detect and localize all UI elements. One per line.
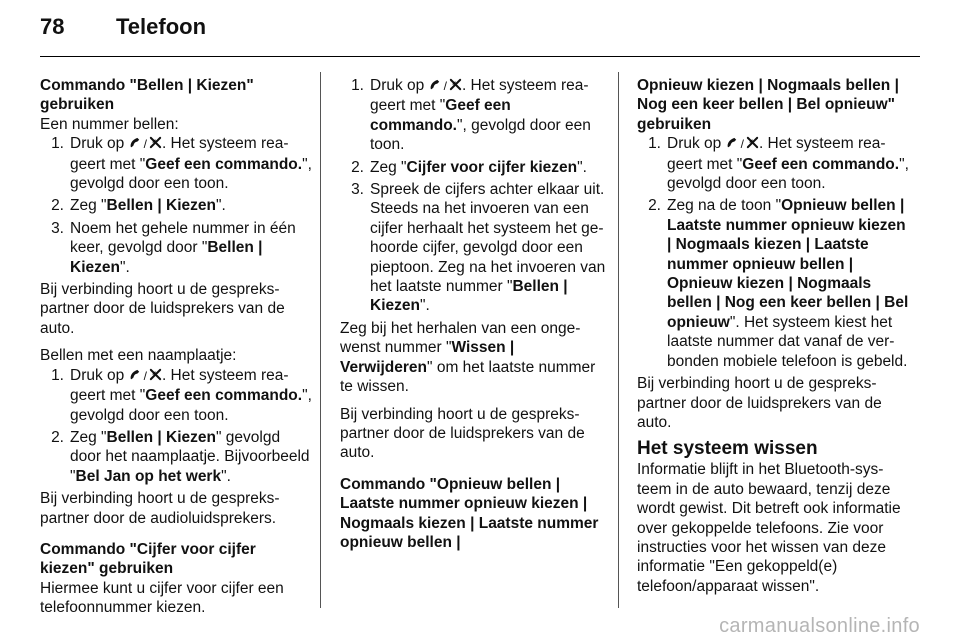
column-divider-1 bbox=[320, 72, 321, 608]
phone-mute-icon-pair bbox=[726, 135, 759, 152]
steps-list-2 bbox=[40, 366, 312, 486]
chapter-title: Telefoon bbox=[116, 14, 207, 39]
phone-answer-icon bbox=[129, 136, 142, 149]
intro-text: Een nummer bellen: bbox=[40, 115, 179, 133]
list-item: 1. Druk op / . Het systeem reageert met "Geef een commando.", gevolgd door een toon. bbox=[648, 135, 909, 193]
section-heading-bellen-kiezen: Commando "Bellen | Kiezen" gebruiken bbox=[40, 77, 254, 114]
phone-answer-icon bbox=[129, 368, 142, 381]
phone-mute-icon-pair bbox=[429, 77, 462, 94]
section-title-systeem-wissen: Het systeem wissen bbox=[637, 438, 818, 460]
icon-separator: / bbox=[443, 79, 447, 93]
list-item: 2. Zeg "Bellen | Kiezen". bbox=[51, 197, 226, 215]
list-item: 1. Druk op / . Het systeem reageert met "Geef een commando.", gevolgd door een toon. bbox=[51, 366, 312, 424]
list-item: 3. Noem het gehele nummer in één keer, gevolgd door "Bellen | Kiezen". bbox=[51, 219, 296, 276]
section-heading-continued: Opnieuw kiezen | Nogmaals bellen | Nog een keer bellen | Bel opnieuw" gebruiken bbox=[637, 77, 899, 133]
list-item: 3. Spreek de cijfers achter elkaar uit. Steeds na het invoeren van een cijfer herhaalt het systeem het gehoorde cijfer, gevolgd door een pieptoon. Zeg na het invoeren van het laatste nummer "Bellen | Kiezen". bbox=[351, 181, 606, 315]
mute-icon bbox=[149, 368, 162, 381]
watermark: carmanualsonline.info bbox=[719, 615, 920, 637]
column-1 bbox=[40, 76, 312, 618]
icon-separator: / bbox=[143, 368, 147, 383]
column-3 bbox=[637, 76, 909, 596]
page-header bbox=[40, 14, 206, 50]
paragraph: Hiermee kunt u cijfer voor cijfer een telefoonnummer kiezen. bbox=[40, 579, 284, 617]
mute-icon bbox=[449, 78, 462, 91]
list-item: 2. Zeg "Bellen | Kiezen" gevolgd door het naamplaatje. Bijvoorbeeld "Bel Jan op het werk". bbox=[51, 428, 310, 485]
paragraph: Bij verbinding hoort u de gesprekspartner door de luidsprekers van de auto. bbox=[40, 281, 285, 337]
list-item: 2. Zeg "Cijfer voor cijfer kiezen". bbox=[351, 158, 587, 176]
steps-list-4 bbox=[637, 134, 909, 371]
phone-answer-icon bbox=[429, 78, 442, 91]
phone-mute-icon-pair bbox=[129, 367, 162, 384]
phone-answer-icon bbox=[726, 136, 739, 149]
paragraph: Zeg bij het herhalen van een ongewenst nummer "Wissen | Verwijderen" om het laatste nummer te wissen. bbox=[340, 319, 596, 396]
paragraph: Bij verbinding hoort u de gesprekspartner door de audioluidsprekers. bbox=[40, 490, 280, 527]
list-item: 1. Druk op / . Het systeem reageert met "Geef een commando.", gevolgd door een toon. bbox=[51, 135, 312, 193]
phone-mute-icon-pair bbox=[129, 135, 162, 152]
section-heading-cijfer-kiezen: Commando "Cijfer voor cijfer kiezen" gebruiken bbox=[40, 540, 256, 578]
page-number: 78 bbox=[40, 14, 65, 39]
icon-separator: / bbox=[740, 137, 744, 152]
list-item: 2. Zeg na de toon "Opnieuw bellen | Laatste nummer opnieuw kiezen | Nogmaals kiezen | Laatste nummer opnieuw bellen | Opnieuw kiezen | Nogmaals bellen | Nog een keer bellen | Bel opnieuw". Het systeem kiest het laatste nummer dat vanaf de verbonden mobiele telefoon is gebeld. bbox=[648, 197, 909, 370]
paragraph: Bij verbinding hoort u de gesprekspartner door de luidsprekers van de auto. bbox=[637, 375, 882, 431]
column-2 bbox=[340, 76, 610, 552]
paragraph: Informatie blijft in het Bluetooth-systeem in de auto bewaard, tenzij deze wordt gewist. Dit betreft ook informatie over gekoppelde telefoons. Zie voor instructies voor het wissen van deze informatie "Een gekoppeld(e) telefoon/apparaat wissen". bbox=[637, 461, 901, 595]
steps-list-1 bbox=[40, 134, 312, 277]
column-divider-2 bbox=[618, 72, 619, 608]
icon-separator: / bbox=[143, 137, 147, 152]
intro-text: Bellen met een naamplaatje: bbox=[40, 347, 237, 365]
paragraph: Bij verbinding hoort u de gesprekspartner door de luidsprekers van de auto. bbox=[340, 405, 585, 462]
header-rule bbox=[40, 56, 920, 57]
mute-icon bbox=[149, 136, 162, 149]
steps-list-3 bbox=[340, 76, 610, 316]
list-item: 1. Druk op / . Het systeem reageert met "Geef een commando.", gevolgd door een toon. bbox=[351, 77, 591, 154]
section-heading-opnieuw-bellen: Commando "Opnieuw bellen | Laatste nummer opnieuw kiezen | Nogmaals kiezen | Laatste nummer opnieuw bellen | bbox=[340, 475, 599, 551]
mute-icon bbox=[746, 136, 759, 149]
